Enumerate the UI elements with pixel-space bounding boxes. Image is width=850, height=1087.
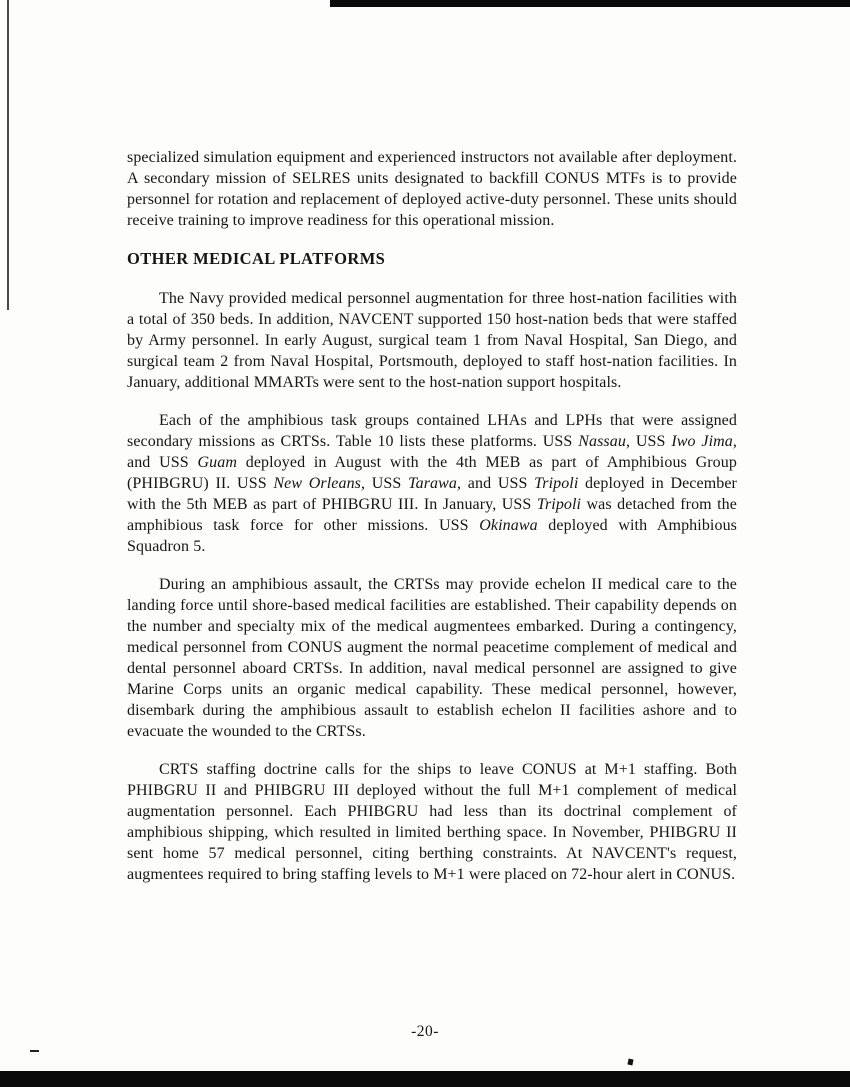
document-body [127,147,737,902]
scan-artifact-dash [30,1050,39,1052]
paragraph [127,288,737,393]
text-run: was detached from the amphibious task force for other missions. USS [127,496,737,534]
text-run: , USS [361,475,409,492]
text-run: , and USS [457,475,535,492]
text-run: , USS [625,433,672,450]
scan-artifact-top-bar [330,0,850,7]
text-run: Each of the amphibious task groups contained LHAs and LPHs that were assigned secondary missions as CRTSs. Table 10 lists these platforms. USS [127,412,737,450]
ship-name-italic: Okinawa [479,517,538,534]
text-run: specialized simulation equipment and experienced instructors not available after deployment. A secondary mission of SELRES units designated to backfill CONUS MTFs is to provide personnel for rotation and replacement of deployed active-duty personnel. These units should receive training to improve readiness for this operational mission. [127,149,737,229]
ship-name-italic: Tripoli [536,496,582,513]
text-run: The Navy provided medical personnel augmentation for three host-nation facilities with a total of 350 beds. In addition, NAVCENT supported 150 host-nation beds that were staffed by Army personnel. In early August, surgical team 1 from Naval Hospital, San Diego, and surgical team 2 from Naval Hospital, Portsmouth, deployed to staff host-nation facilities. In January, additional MMARTs were sent to the host-nation support hospitals. [127,290,737,391]
scan-artifact-bottom-bar [0,1071,850,1087]
scan-artifact-left-line [7,0,9,310]
paragraph [127,147,737,231]
page-number: -20- [411,1023,439,1040]
ship-name-italic: Tripoli [534,475,579,492]
ship-name-italic: Nassau [578,433,626,450]
section-heading: OTHER MEDICAL PLATFORMS [127,249,386,268]
ship-name-italic: New Orleans [273,475,362,492]
ship-name-italic: Iwo Jima [671,433,733,450]
text-run: CRTS staffing doctrine calls for the ships to leave CONUS at M+1 staffing. Both PHIBGRU II and PHIBGRU III deployed without the full M+1 complement of medical augmentation personnel. Each PHIBGRU had less than its doctrinal complement of amphibious shipping, which resulted in limited berthing space. In November, PHIBGRU II sent home 57 medical personnel, citing berthing constraints. At NAVCENT's request, augmentees required to bring staffing levels to M+1 were placed on 72-hour alert in CONUS. [127,761,737,883]
text-run: , and USS [127,433,738,471]
ship-name-italic: Tarawa [408,475,458,492]
ship-name-italic: Guam [197,454,237,471]
text-run: deployed with Amphibious Squadron 5. [127,517,737,555]
paragraph [127,759,737,885]
text-run: deployed in December with the 5th MEB as part of PHIBGRU III. In January, USS [127,475,737,513]
paragraph [127,574,737,742]
scan-artifact-dot [627,1059,633,1066]
text-run: deployed in August with the 4th MEB as part of Amphibious Group (PHIBGRU) II. USS [127,454,737,492]
paragraph [127,410,737,557]
text-run: During an amphibious assault, the CRTSs may provide echelon II medical care to the landing force until shore-based medical facilities are established. Their capability depends on the number and specialty mix of the medical augmentees embarked. During a contingency, medical personnel from CONUS augment the normal peacetime complement of medical and dental personnel aboard CRTSs. In addition, naval medical personnel are assigned to give Marine Corps units an organic medical capability. These medical personnel, however, disembark during the amphibious assault to establish echelon II facilities ashore and to evacuate the wounded to the CRTSs. [127,576,737,740]
